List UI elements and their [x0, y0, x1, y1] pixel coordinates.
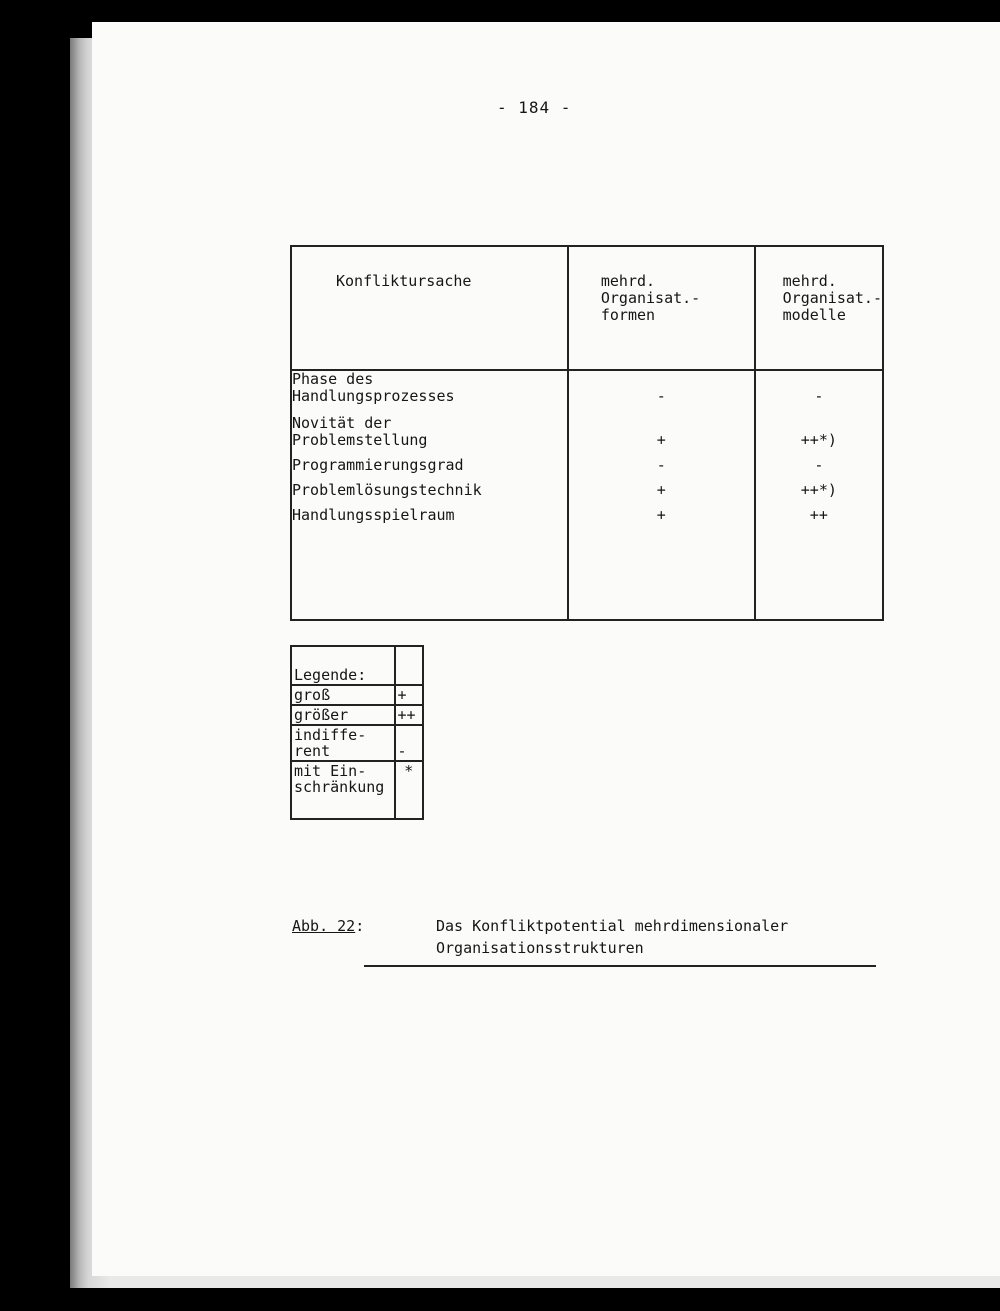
legend-row — [291, 705, 423, 725]
legend-symbol: ++ — [395, 705, 423, 725]
legend-label — [291, 705, 395, 725]
caption-rule — [364, 965, 876, 967]
cause-line: Programmierungsgrad — [292, 456, 464, 474]
header-forms — [568, 246, 755, 370]
legend-label-line: schränkung — [294, 778, 385, 796]
legend-row — [291, 725, 423, 761]
legend-title: Legende: — [291, 646, 395, 685]
table-row — [292, 405, 567, 449]
cause-column — [291, 370, 568, 620]
header-cause-text: Konfliktursache — [336, 272, 472, 290]
header-forms-line: mehrd. — [600, 272, 656, 290]
header-forms-line: formen — [600, 306, 656, 324]
cause-line: Problemlösungstechnik — [292, 481, 482, 499]
forms-value: - — [656, 387, 666, 405]
cause-line: Handlungsprozesses — [292, 387, 455, 405]
models-value: - — [814, 456, 824, 474]
models-value: ++*) — [800, 431, 837, 449]
figure-label-colon: : — [355, 917, 365, 935]
forms-cell — [569, 405, 754, 449]
cause-line: Phase des — [292, 370, 374, 388]
legend-symbol: - — [395, 725, 423, 761]
figure-title — [436, 915, 788, 959]
page-number: - 184 - — [497, 98, 572, 117]
header-models-line: mehrd. — [782, 272, 837, 290]
legend-symbol: + — [395, 685, 423, 705]
legend-table — [290, 645, 424, 820]
table-row — [292, 371, 567, 405]
legend-symbol: * — [395, 761, 423, 819]
header-cause — [291, 246, 568, 370]
figure-label: Abb. 22 — [292, 917, 356, 935]
header-models — [755, 246, 883, 370]
legend-title-row — [291, 646, 423, 685]
document-page — [92, 22, 1000, 1276]
forms-cell — [569, 449, 754, 474]
models-cell — [756, 405, 882, 449]
conflict-table — [290, 245, 884, 621]
header-models-line: Organisat.- — [782, 289, 882, 307]
forms-cell — [569, 371, 754, 405]
legend-label — [291, 725, 395, 761]
models-cell — [756, 371, 882, 405]
legend-row — [291, 685, 423, 705]
models-column — [755, 370, 883, 620]
table-body-row — [291, 370, 883, 620]
header-models-line: modelle — [782, 306, 846, 324]
cause-line: Problemstellung — [292, 431, 428, 449]
forms-value: + — [656, 481, 666, 499]
models-cell — [756, 474, 882, 499]
forms-cell — [569, 499, 754, 524]
models-cell — [756, 499, 882, 524]
models-value: ++ — [809, 506, 828, 524]
legend-label-line: rent — [294, 742, 331, 760]
legend-label — [291, 685, 395, 705]
cause-line: Novität der — [292, 414, 392, 432]
cause-line: Handlungsspielraum — [292, 506, 455, 524]
forms-value: - — [656, 456, 666, 474]
models-value: - — [814, 387, 824, 405]
table-row — [292, 499, 567, 524]
table-header-row — [291, 246, 883, 370]
figure-title-line: Organisationsstrukturen — [436, 939, 644, 957]
figure-title-line: Das Konfliktpotential mehrdimensionaler — [436, 917, 789, 935]
models-value: ++*) — [800, 481, 837, 499]
header-forms-line: Organisat.- — [600, 289, 701, 307]
forms-value: + — [656, 506, 666, 524]
forms-cell — [569, 474, 754, 499]
legend-label-line: indiffe- — [294, 726, 367, 744]
figure-caption — [292, 915, 789, 957]
models-cell — [756, 449, 882, 474]
legend-label-line: größer — [294, 706, 349, 724]
table-row — [292, 474, 567, 499]
legend-title-spacer — [395, 646, 423, 685]
legend-row — [291, 761, 423, 819]
legend-label-line: mit Ein- — [294, 762, 367, 780]
forms-value: + — [656, 431, 666, 449]
legend-label-line: groß — [294, 686, 331, 704]
forms-column — [568, 370, 755, 620]
legend-label — [291, 761, 395, 819]
table-row — [292, 449, 567, 474]
